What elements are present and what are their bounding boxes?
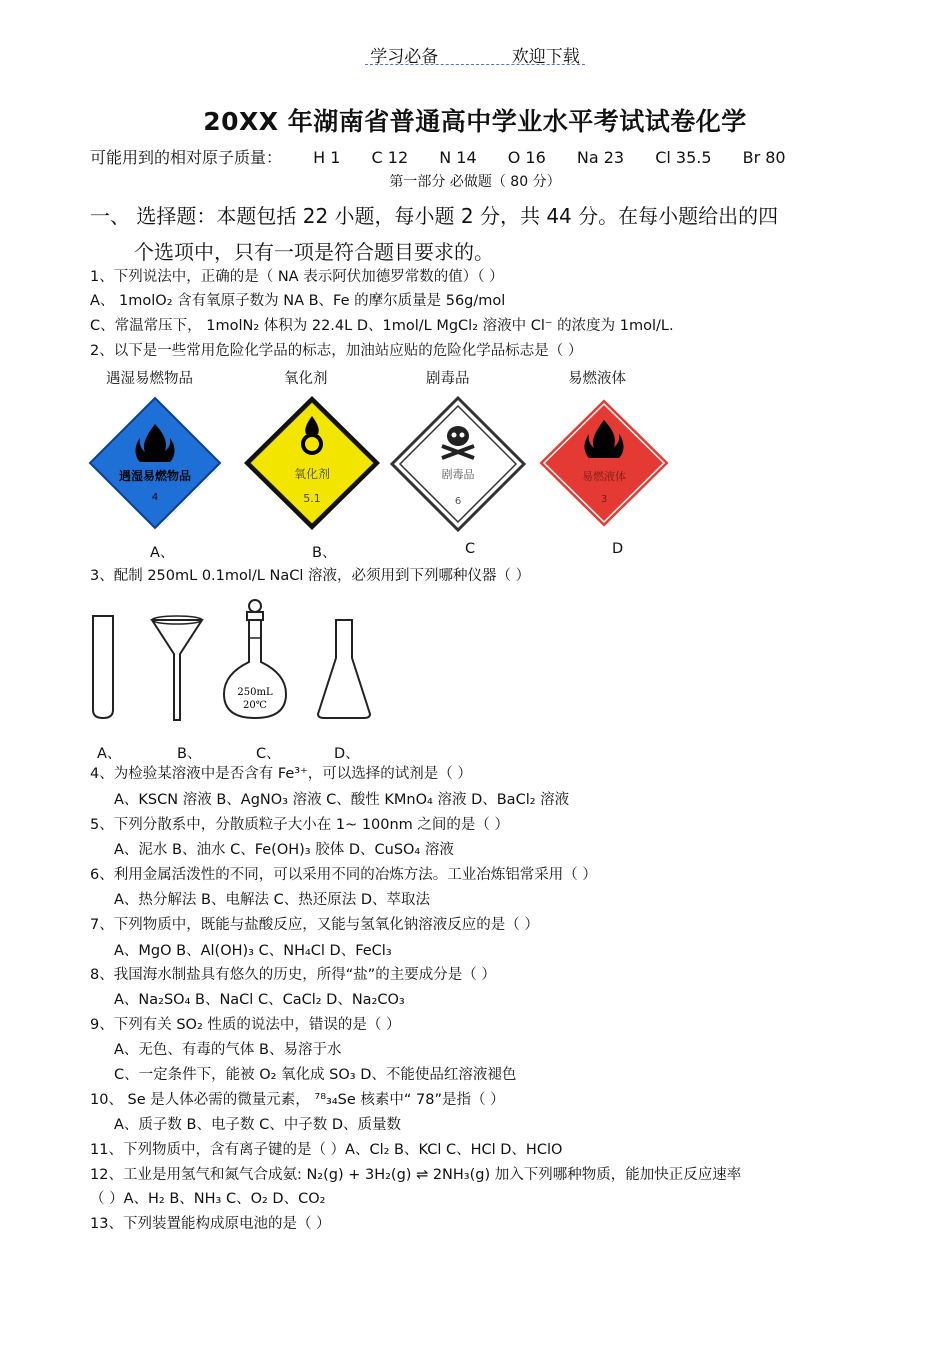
q1-options-cd: C、常温常压下， 1molN₂ 体积为 22.4L D、1mol/L MgCl₂ 溶液中 Cl⁻ 的浓度为 1mol/L.	[90, 318, 674, 334]
test-tube-icon	[93, 616, 113, 718]
header-left: 学习必备	[370, 47, 439, 67]
q12-options: （ ）A、H₂ B、NH₃ C、O₂ D、CO₂	[90, 1191, 326, 1207]
oxidizer-sign	[242, 394, 382, 532]
option-letter: C、	[256, 746, 281, 762]
hazard-caption: 遇湿易燃物品	[106, 371, 193, 387]
flask-label: 250mL	[237, 687, 273, 698]
question-4: 4、为检验某溶液中是否含有 Fe³⁺，可以选择的试剂是（ ）	[90, 766, 472, 782]
mass-item: C 12	[371, 148, 409, 167]
atomic-masses	[90, 145, 812, 168]
sign-text: 剧毒品	[441, 468, 475, 481]
question-12: 12、工业是用氢气和氮气合成氨: N₂(g) + 3H₂(g) ⇌ 2NH₃(g) 加入下列哪种物质，能加快正反应速率	[90, 1167, 742, 1183]
apparatus-figure	[88, 598, 388, 724]
sign-text: 遇湿易燃物品	[118, 469, 192, 483]
section-heading-cont: 个选项中，只有一项是符合题目要求的。	[134, 240, 494, 264]
option-letter: B、	[312, 545, 337, 561]
question-6: 6、利用金属活泼性的不同，可以采用不同的冶炼方法。工业冶炼铝常采用（ ）	[90, 867, 597, 883]
mass-item: Br 80	[742, 148, 786, 167]
sign-text: 氧化剂	[293, 467, 331, 481]
header-right: 欢迎下载	[511, 47, 580, 67]
sign-class: 3	[600, 494, 608, 505]
conical-flask-icon	[318, 620, 370, 718]
mass-item: H 1	[313, 148, 341, 167]
question-7: 7、下列物质中，既能与盐酸反应，又能与氢氧化钠溶液反应的是（ ）	[90, 917, 539, 933]
q9-options-ab: A、无色、有毒的气体 B、易溶于水	[114, 1042, 342, 1058]
q5-options: A、泥水 B、油水 C、Fe(OH)₃ 胶体 D、CuSO₄ 溶液	[114, 842, 454, 858]
question-2: 2、以下是一些常用危险化学品的标志，加油站应贴的危险化学品标志是（ ）	[90, 343, 583, 359]
q8-options: A、Na₂SO₄ B、NaCl C、CaCl₂ D、Na₂CO₃	[114, 992, 405, 1008]
skull-eye	[460, 433, 465, 438]
option-letter: D	[612, 541, 624, 557]
sign-class: 5.1	[303, 492, 321, 505]
option-letter: C	[465, 541, 476, 557]
option-letter: D、	[334, 746, 360, 762]
exam-title: 20XX 年湖南省普通高中学业水平考试试卷化学	[203, 107, 747, 136]
question-9: 9、下列有关 SO₂ 性质的说法中，错误的是（ ）	[90, 1017, 401, 1033]
question-11: 11、下列物质中，含有离子键的是（ ）A、Cl₂ B、KCl C、HCl D、HClO	[90, 1142, 563, 1158]
flask-label: 20℃	[243, 700, 267, 711]
hazard-caption: 易燃液体	[568, 371, 626, 387]
mass-item: N 14	[439, 148, 477, 167]
hazard-caption: 氧化剂	[284, 371, 328, 387]
section-heading: 一、 选择题：本题包括 22 小题，每小题 2 分，共 44 分。在每小题给出的四	[90, 204, 779, 228]
mass-item: O 16	[507, 148, 546, 167]
question-3: 3、配制 250mL 0.1mol/L NaCl 溶液，必须用到下列哪种仪器（ ）	[90, 568, 531, 584]
masses-label: 可能用到的相对原子质量：	[90, 148, 283, 167]
skull-eye	[452, 433, 457, 438]
header-divider	[365, 64, 585, 65]
sign-diamond	[538, 398, 670, 528]
mass-item: Na 23	[576, 148, 625, 167]
option-letter: B、	[177, 746, 202, 762]
question-1: 1、下列说法中，正确的是（ NA 表示阿伏加德罗常数的值）（ ）	[90, 269, 504, 285]
question-10: 10、 Se 是人体必需的微量元素， ⁷⁸₃₄Se 核素中“ 78”是指（ ）	[90, 1092, 505, 1108]
question-5: 5、下列分散系中，分散质粒子大小在 1~ 100nm 之间的是（ ）	[90, 817, 510, 833]
mass-item: Cl 35.5	[655, 148, 712, 167]
sign-text: 易燃液体	[582, 470, 626, 483]
sign-class: 4	[151, 492, 159, 503]
question-8: 8、我国海水制盐具有悠久的历史，所得“盐”的主要成分是（ ）	[90, 967, 496, 983]
toxic-sign	[390, 396, 526, 532]
option-letter: A、	[97, 746, 122, 762]
sign-diamond	[392, 398, 524, 530]
q9-options-cd: C、一定条件下，能被 O₂ 氧化成 SO₃ D、不能使品红溶液褪色	[114, 1067, 517, 1083]
volumetric-flask-icon	[224, 600, 286, 718]
funnel-icon	[152, 620, 202, 720]
skull-icon	[447, 426, 469, 446]
q6-options: A、热分解法 B、电解法 C、热还原法 D、萃取法	[114, 892, 430, 908]
sign-class: 6	[454, 496, 462, 507]
q1-options-ab: A、 1molO₂ 含有氧原子数为 NA B、Fe 的摩尔质量是 56g/mol	[90, 293, 506, 309]
water-reactive-sign	[88, 396, 222, 530]
q4-options: A、KSCN 溶液 B、AgNO₃ 溶液 C、酸性 KMnO₄ 溶液 D、BaCl₂ 溶液	[114, 792, 570, 808]
q10-options: A、质子数 B、电子数 C、中子数 D、质量数	[114, 1117, 401, 1133]
q7-options: A、MgO B、Al(OH)₃ C、NH₄Cl D、FeCl₃	[114, 943, 392, 959]
part-heading: 第一部分 必做题（ 80 分）	[389, 174, 561, 190]
flammable-liquid-sign	[536, 396, 672, 530]
sign-diamond	[90, 398, 220, 528]
hazard-caption: 剧毒品	[426, 371, 470, 387]
option-letter: A、	[150, 545, 175, 561]
question-13: 13、下列装置能构成原电池的是（ ）	[90, 1216, 331, 1232]
